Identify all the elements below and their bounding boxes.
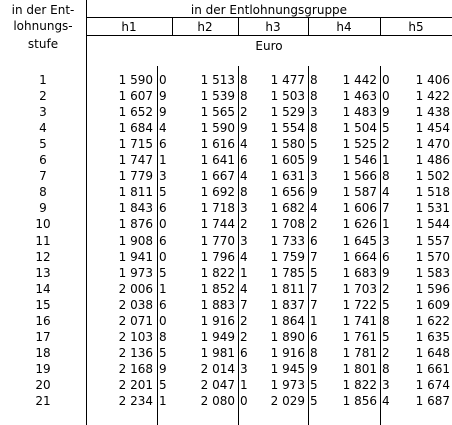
amount-decimal: 7 [310, 298, 318, 312]
amount-decimal: 9 [159, 362, 167, 376]
amount-decimal: 8 [382, 362, 390, 376]
stage-number: 16 [35, 314, 51, 328]
amount-integer: 1 504 [342, 121, 377, 135]
amount-decimal: 6 [240, 153, 248, 167]
stage-number: 9 [39, 201, 47, 215]
amount-decimal: 1 [382, 217, 390, 231]
amount-decimal: 4 [240, 137, 248, 151]
amount-decimal: 0 [240, 394, 248, 408]
amount-integer: 1 973 [270, 378, 305, 392]
amount-integer: 1 684 [118, 121, 153, 135]
amount-integer: 1 635 [415, 330, 450, 344]
amount-decimal: 2 [240, 105, 248, 119]
amount-integer: 1 770 [200, 234, 235, 248]
amount-integer: 1 503 [270, 89, 305, 103]
amount-integer: 1 557 [415, 234, 450, 248]
amount-decimal: 2 [240, 217, 248, 231]
stage-number: 6 [39, 153, 47, 167]
amount-integer: 1 811 [118, 185, 153, 199]
amount-decimal: 4 [310, 201, 318, 215]
amount-decimal: 3 [240, 201, 248, 215]
amount-integer: 1 518 [415, 185, 450, 199]
amount-decimal: 9 [159, 105, 167, 119]
amount-integer: 1 683 [342, 266, 377, 280]
stage-header-line: stufe [27, 37, 59, 51]
amount-integer: 1 565 [200, 105, 235, 119]
amount-decimal: 6 [159, 201, 167, 215]
amount-integer: 1 801 [342, 362, 377, 376]
amount-decimal: 5 [159, 378, 167, 392]
amount-integer: 2 006 [118, 282, 153, 296]
amount-decimal: 3 [382, 378, 390, 392]
stage-number: 8 [39, 185, 47, 199]
amount-decimal: 7 [240, 298, 248, 312]
amount-decimal: 5 [382, 330, 390, 344]
amount-integer: 1 876 [118, 217, 153, 231]
amount-integer: 1 916 [270, 346, 305, 360]
amount-integer: 1 531 [415, 201, 450, 215]
stage-number: 10 [35, 217, 51, 231]
amount-integer: 1 759 [270, 250, 305, 264]
unit-label: Euro [255, 39, 283, 53]
amount-decimal: 7 [310, 250, 318, 264]
amount-integer: 1 981 [200, 346, 235, 360]
group-header-h1: h1 [121, 20, 137, 34]
amount-decimal: 4 [240, 282, 248, 296]
amount-integer: 1 785 [270, 266, 305, 280]
amount-integer: 1 513 [200, 73, 235, 87]
amount-decimal: 5 [310, 378, 318, 392]
amount-decimal: 9 [159, 89, 167, 103]
amount-integer: 1 916 [200, 314, 235, 328]
amount-integer: 1 779 [118, 169, 153, 183]
amount-decimal: 5 [310, 137, 318, 151]
amount-decimal: 9 [382, 105, 390, 119]
amount-decimal: 6 [240, 346, 248, 360]
amount-integer: 1 708 [270, 217, 305, 231]
amount-decimal: 5 [310, 394, 318, 408]
amount-integer: 1 973 [118, 266, 153, 280]
amount-integer: 1 883 [200, 298, 235, 312]
amount-decimal: 7 [382, 201, 390, 215]
stage-number: 2 [39, 89, 47, 103]
amount-integer: 1 539 [200, 89, 235, 103]
amount-integer: 1 837 [270, 298, 305, 312]
amount-integer: 1 715 [118, 137, 153, 151]
amount-integer: 2 080 [200, 394, 235, 408]
amount-decimal: 0 [159, 217, 167, 231]
amount-integer: 1 661 [415, 362, 450, 376]
amount-integer: 1 570 [415, 250, 450, 264]
amount-integer: 2 136 [118, 346, 153, 360]
amount-decimal: 4 [159, 121, 167, 135]
amount-integer: 1 622 [415, 314, 450, 328]
amount-integer: 1 674 [415, 378, 450, 392]
amount-decimal: 2 [240, 330, 248, 344]
amount-decimal: 4 [240, 250, 248, 264]
amount-integer: 1 502 [415, 169, 450, 183]
amount-decimal: 3 [382, 234, 390, 248]
amount-integer: 1 718 [200, 201, 235, 215]
amount-integer: 1 607 [118, 89, 153, 103]
amount-integer: 2 071 [118, 314, 153, 328]
stage-number: 17 [35, 330, 51, 344]
amount-integer: 1 843 [118, 201, 153, 215]
amount-integer: 1 606 [342, 201, 377, 215]
amount-integer: 1 856 [342, 394, 377, 408]
amount-decimal: 2 [382, 137, 390, 151]
amount-integer: 1 438 [415, 105, 450, 119]
amount-decimal: 6 [159, 298, 167, 312]
header-rule-top [86, 17, 452, 18]
amount-integer: 1 631 [270, 169, 305, 183]
amount-integer: 1 648 [415, 346, 450, 360]
stage-number: 13 [35, 266, 51, 280]
amount-integer: 1 609 [415, 298, 450, 312]
stage-number: 11 [35, 234, 51, 248]
decimal-separator-1 [157, 66, 158, 425]
amount-decimal: 9 [310, 362, 318, 376]
group-header-h4: h4 [336, 20, 352, 34]
amount-integer: 1 566 [342, 169, 377, 183]
amount-decimal: 2 [382, 346, 390, 360]
amount-integer: 1 641 [200, 153, 235, 167]
amount-integer: 1 692 [200, 185, 235, 199]
stage-number: 20 [35, 378, 51, 392]
amount-decimal: 0 [382, 89, 390, 103]
amount-decimal: 8 [310, 73, 318, 87]
stage-header-line: in der Ent- [11, 3, 75, 17]
amount-integer: 1 626 [342, 217, 377, 231]
amount-decimal: 0 [159, 73, 167, 87]
amount-decimal: 8 [310, 121, 318, 135]
amount-decimal: 3 [310, 105, 318, 119]
amount-integer: 1 470 [415, 137, 450, 151]
stage-number: 14 [35, 282, 51, 296]
amount-integer: 1 908 [118, 234, 153, 248]
amount-decimal: 6 [159, 234, 167, 248]
amount-integer: 1 477 [270, 73, 305, 87]
amount-decimal: 1 [240, 378, 248, 392]
amount-decimal: 3 [159, 169, 167, 183]
amount-integer: 1 544 [415, 217, 450, 231]
amount-integer: 2 201 [118, 378, 153, 392]
amount-decimal: 0 [382, 73, 390, 87]
amount-integer: 1 442 [342, 73, 377, 87]
amount-decimal: 9 [310, 153, 318, 167]
amount-decimal: 5 [310, 266, 318, 280]
amount-integer: 1 864 [270, 314, 305, 328]
amount-integer: 1 941 [118, 250, 153, 264]
amount-integer: 1 583 [415, 266, 450, 280]
amount-decimal: 5 [159, 346, 167, 360]
stage-number: 19 [35, 362, 51, 376]
amount-decimal: 8 [310, 346, 318, 360]
amount-integer: 1 687 [415, 394, 450, 408]
amount-decimal: 8 [382, 314, 390, 328]
group-title: in der Entlohnungsgruppe [190, 3, 348, 17]
amount-integer: 2 029 [270, 394, 305, 408]
amount-decimal: 0 [159, 250, 167, 264]
amount-integer: 1 703 [342, 282, 377, 296]
amount-decimal: 4 [240, 169, 248, 183]
amount-integer: 2 103 [118, 330, 153, 344]
stage-number: 1 [39, 73, 47, 87]
amount-decimal: 5 [159, 185, 167, 199]
amount-integer: 1 422 [415, 89, 450, 103]
group-header-h5: h5 [408, 20, 424, 34]
amount-integer: 2 014 [200, 362, 235, 376]
amount-integer: 1 605 [270, 153, 305, 167]
group-header-h2: h2 [197, 20, 213, 34]
amount-decimal: 2 [310, 217, 318, 231]
amount-decimal: 8 [240, 73, 248, 87]
amount-decimal: 9 [382, 266, 390, 280]
stage-number: 12 [35, 250, 51, 264]
amount-integer: 1 483 [342, 105, 377, 119]
amount-integer: 1 741 [342, 314, 377, 328]
amount-integer: 1 587 [342, 185, 377, 199]
amount-integer: 1 949 [200, 330, 235, 344]
amount-decimal: 1 [382, 153, 390, 167]
amount-decimal: 8 [240, 89, 248, 103]
amount-decimal: 5 [382, 121, 390, 135]
amount-decimal: 6 [310, 234, 318, 248]
amount-decimal: 9 [310, 185, 318, 199]
stage-number: 15 [35, 298, 51, 312]
amount-integer: 1 656 [270, 185, 305, 199]
amount-decimal: 1 [310, 314, 318, 328]
stage-number: 7 [39, 169, 47, 183]
amount-integer: 1 722 [342, 298, 377, 312]
amount-decimal: 3 [240, 362, 248, 376]
stage-number: 18 [35, 346, 51, 360]
amount-integer: 1 554 [270, 121, 305, 135]
amount-decimal: 1 [159, 153, 167, 167]
stage-number: 21 [35, 394, 51, 408]
amount-integer: 2 168 [118, 362, 153, 376]
amount-decimal: 4 [382, 394, 390, 408]
amount-integer: 1 463 [342, 89, 377, 103]
amount-decimal: 8 [240, 185, 248, 199]
amount-integer: 1 406 [415, 73, 450, 87]
amount-integer: 1 822 [342, 378, 377, 392]
amount-decimal: 1 [159, 282, 167, 296]
amount-integer: 1 525 [342, 137, 377, 151]
amount-integer: 1 733 [270, 234, 305, 248]
amount-integer: 1 890 [270, 330, 305, 344]
amount-integer: 1 761 [342, 330, 377, 344]
header-rule-mid [86, 35, 452, 36]
amount-decimal: 5 [159, 266, 167, 280]
amount-integer: 2 234 [118, 394, 153, 408]
amount-integer: 1 529 [270, 105, 305, 119]
amount-decimal: 6 [310, 330, 318, 344]
amount-decimal: 9 [240, 121, 248, 135]
amount-decimal: 2 [240, 314, 248, 328]
group-header-h3: h3 [265, 20, 281, 34]
stage-header-line: lohnungs- [13, 19, 73, 33]
amount-integer: 1 682 [270, 201, 305, 215]
amount-integer: 1 645 [342, 234, 377, 248]
stage-number: 5 [39, 137, 47, 151]
amount-decimal: 8 [382, 169, 390, 183]
amount-decimal: 5 [382, 298, 390, 312]
amount-integer: 2 047 [200, 378, 235, 392]
amount-integer: 1 667 [200, 169, 235, 183]
amount-integer: 1 747 [118, 153, 153, 167]
amount-decimal: 3 [240, 234, 248, 248]
amount-decimal: 8 [310, 89, 318, 103]
amount-integer: 1 486 [415, 153, 450, 167]
amount-integer: 2 038 [118, 298, 153, 312]
amount-integer: 1 781 [342, 346, 377, 360]
amount-integer: 1 796 [200, 250, 235, 264]
amount-integer: 1 822 [200, 266, 235, 280]
amount-integer: 1 590 [200, 121, 235, 135]
amount-integer: 1 945 [270, 362, 305, 376]
amount-integer: 1 580 [270, 137, 305, 151]
amount-integer: 1 616 [200, 137, 235, 151]
stage-number: 4 [39, 121, 47, 135]
amount-decimal: 1 [240, 266, 248, 280]
amount-integer: 1 744 [200, 217, 235, 231]
amount-integer: 1 596 [415, 282, 450, 296]
stage-number: 3 [39, 105, 47, 119]
amount-decimal: 2 [382, 282, 390, 296]
amount-integer: 1 454 [415, 121, 450, 135]
amount-integer: 1 590 [118, 73, 153, 87]
amount-decimal: 0 [159, 314, 167, 328]
amount-integer: 1 546 [342, 153, 377, 167]
amount-decimal: 4 [382, 185, 390, 199]
amount-integer: 1 652 [118, 105, 153, 119]
amount-decimal: 1 [159, 394, 167, 408]
amount-decimal: 3 [310, 169, 318, 183]
amount-integer: 1 852 [200, 282, 235, 296]
amount-decimal: 7 [310, 282, 318, 296]
amount-integer: 1 811 [270, 282, 305, 296]
amount-decimal: 6 [382, 250, 390, 264]
amount-decimal: 6 [159, 137, 167, 151]
amount-decimal: 8 [159, 330, 167, 344]
amount-integer: 1 664 [342, 250, 377, 264]
